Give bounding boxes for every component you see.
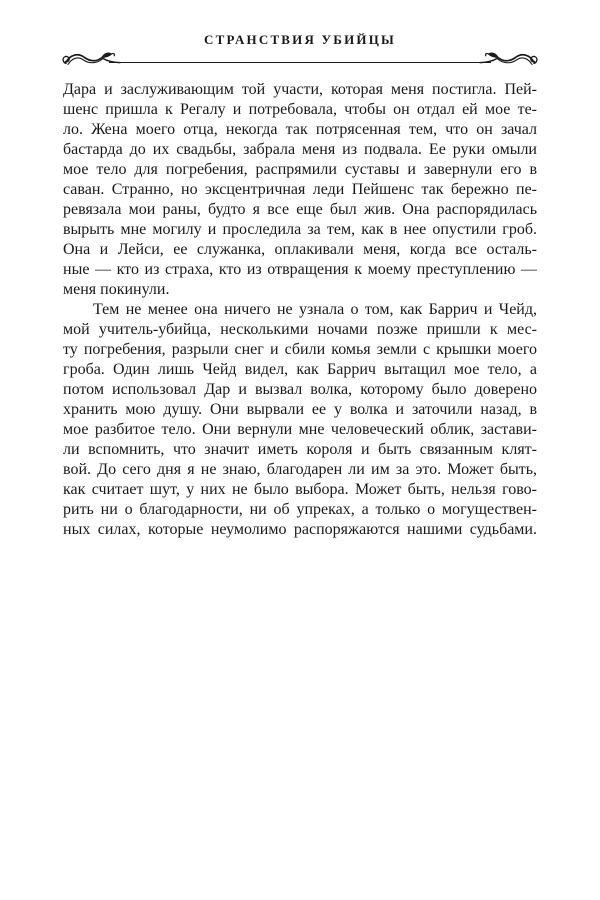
- page-content: [63, 0, 537, 540]
- text-line: вой. До сего дня я не знаю, благодарен ли им за это. Может быть,: [63, 461, 537, 478]
- calligraphic-flourish-mirrored-icon: [479, 48, 539, 70]
- text-line: шенс пришла к Регалу и потребовала, чтобы он отдал ей мое те-: [63, 101, 537, 118]
- text-line: Она и Лейси, ее служанка, оплакивали меня, когда все осталь-: [63, 241, 537, 258]
- text-line: ревязала мои раны, будто я все еще был жив. Она распорядилась: [63, 201, 537, 218]
- text-line: мой учитель-убийца, несколькими ночами позже пришли к мес-: [63, 321, 537, 338]
- text-line: мое разбитое тело. Они вернули мне человеческий облик, застави-: [63, 421, 537, 438]
- header-ornament: [63, 48, 537, 70]
- text-line: ные — кто из страха, кто из отвращения к моему преступлению —: [63, 261, 537, 278]
- text-line: ту погребения, разрыли снег и сбили комья земли с крышки моего: [63, 341, 537, 358]
- text-line: ных силах, которые неумолимо распоряжаются нашими судьбами.: [63, 521, 537, 538]
- page-text: [63, 80, 537, 540]
- text-line: ло. Жена моего отца, некогда так потрясенная тем, что он зачал: [63, 121, 537, 138]
- text-line: Тем не менее она ничего не узнала о том, как Баррич и Чейд,: [93, 301, 537, 318]
- text-line: меня покинули.: [63, 281, 170, 298]
- header-rule-divider: [109, 62, 491, 63]
- text-line: саван. Странно, но эксцентричная леди Пейшенс так бережно пе-: [63, 181, 537, 198]
- text-line: как считает шут, у них не было выбора. Может быть, нельзя гово-: [63, 481, 537, 498]
- text-line: гроба. Один лишь Чейд видел, как Баррич вытащил мое тело, а: [63, 361, 537, 378]
- text-line: потом использовал Дар и вызвал волка, которому было доверено: [63, 381, 537, 398]
- text-line: вырыть мне могилу и проследила за тем, как в нее опустили гроб.: [63, 221, 537, 238]
- paragraph: [63, 300, 537, 540]
- text-line: рить ни о благодарности, ни об упреках, а только о могуществен-: [63, 501, 537, 518]
- calligraphic-flourish-icon: [61, 48, 121, 70]
- page-title: СТРАНСТВИЯ УБИЙЦЫ: [204, 32, 396, 47]
- paragraph: [63, 80, 537, 300]
- text-line: бастарда до их свадьбы, забрала меня из подвала. Ее руки омыли: [63, 141, 537, 158]
- text-line: ли вспомнить, что значит иметь короля и быть связанным клят-: [63, 441, 537, 458]
- text-line: хранить мою душу. Они вырвали ее у волка и заточили назад, в: [63, 401, 537, 418]
- text-line: мое тело для погребения, распрямили суставы и завернули его в: [63, 161, 537, 178]
- text-line: Дара и заслуживающим той участи, которая меня постигла. Пей-: [63, 81, 537, 98]
